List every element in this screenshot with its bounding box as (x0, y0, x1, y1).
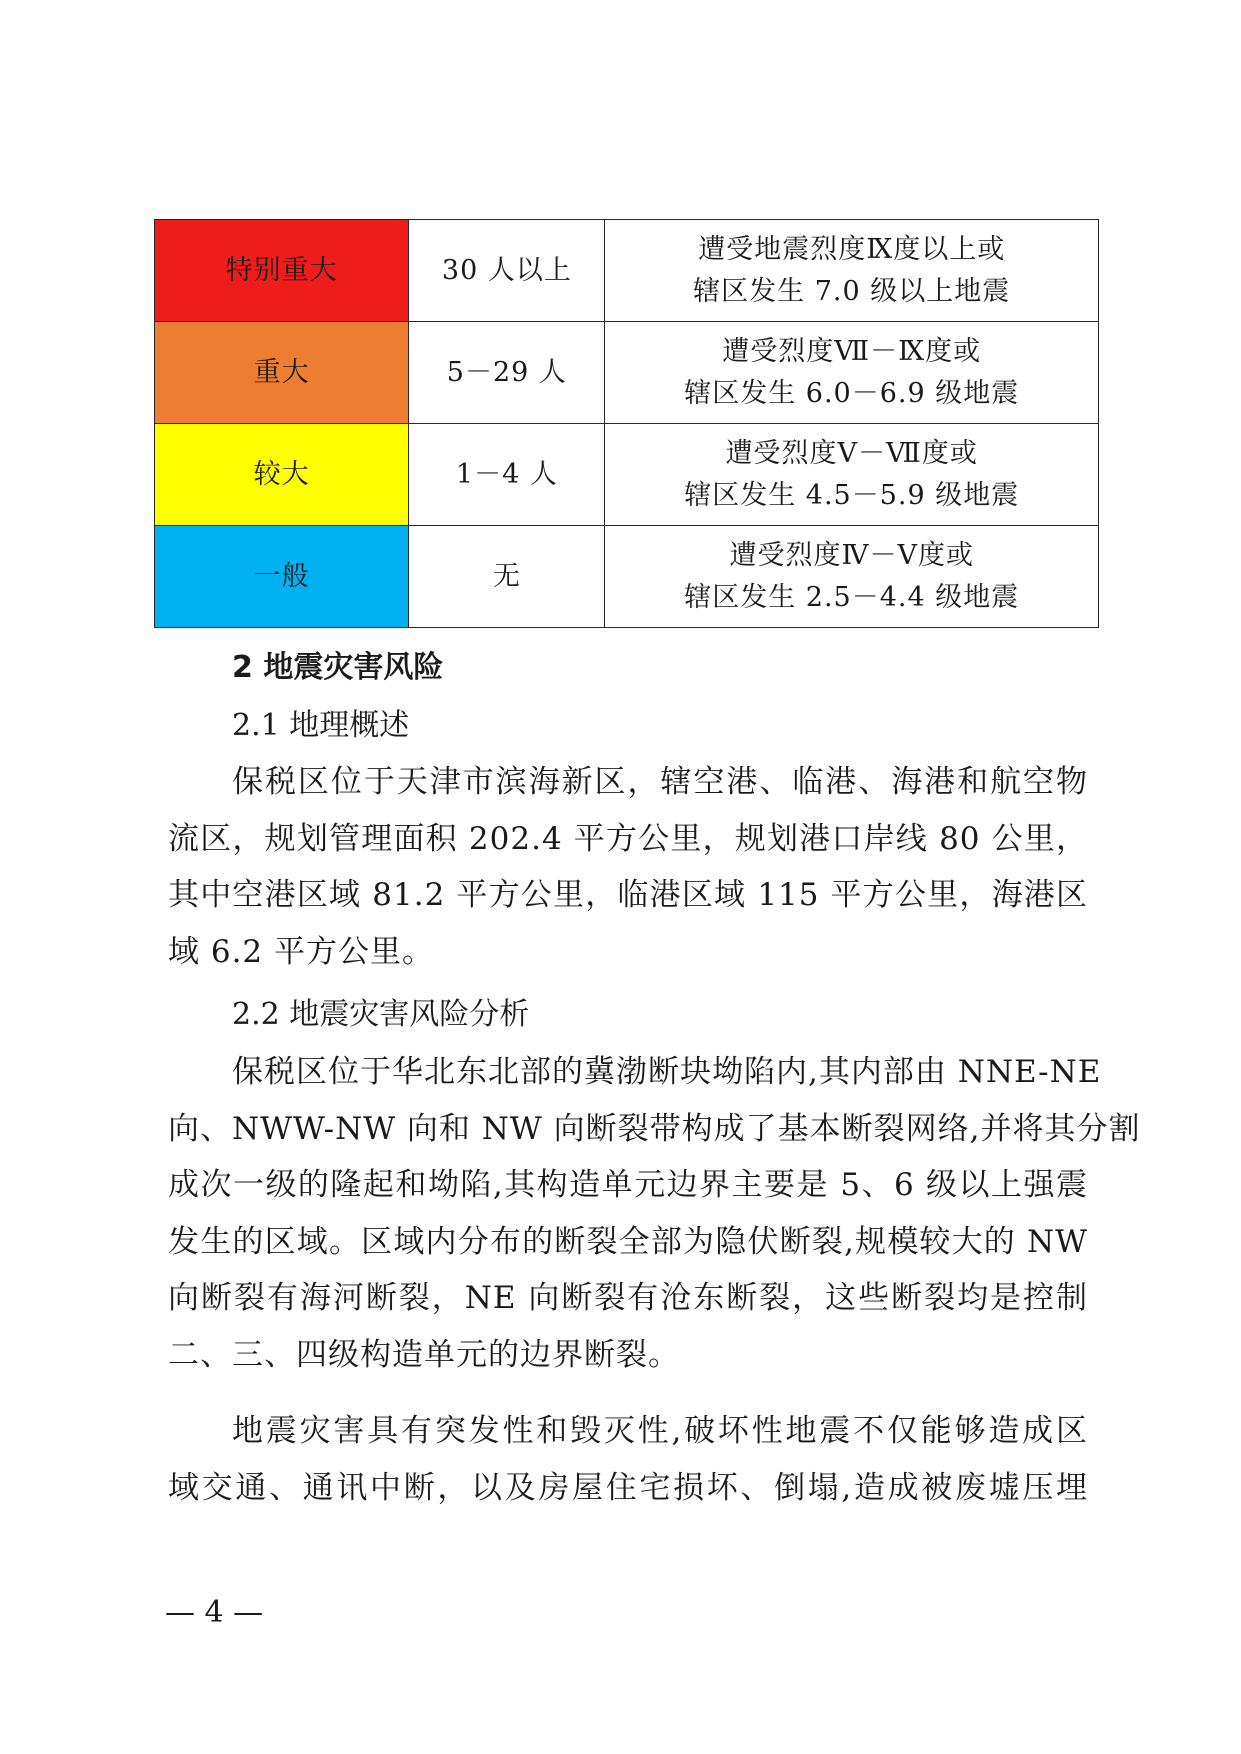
paragraph-disaster-impact (168, 1403, 1088, 1516)
casualties-cell (409, 526, 605, 628)
criteria-cell (605, 220, 1099, 322)
criteria-line: 辖区发生 6.0－6.9 级地震 (684, 377, 1020, 409)
paragraph-line: 保税区位于华北东北部的冀渤断块坳陷内,其内部由 NNE-NE (232, 1054, 1102, 1090)
paragraph-line: 保税区位于天津市滨海新区，辖空港、临港、海港和航空物 (232, 764, 1088, 800)
paragraph-line: 发生的区域。区域内分布的断裂全部为隐伏断裂,规模较大的 NW (168, 1223, 1088, 1260)
criteria-line: 辖区发生 7.0 级以上地震 (693, 275, 1011, 307)
paragraph-line: 其中空港区域 81.2 平方公里，临港区域 115 平方公里，海港区 (168, 877, 1088, 913)
paragraph-geography (168, 754, 1088, 980)
table-row (155, 424, 1099, 526)
level-cell (155, 424, 409, 526)
section-heading: 2 地震灾害风险 (232, 650, 444, 685)
page-number: — 4 — (165, 1595, 264, 1630)
level-label: 较大 (253, 458, 310, 490)
casualties-cell (409, 322, 605, 424)
paragraph-line: 二、三、四级构造单元的边界断裂。 (168, 1336, 680, 1373)
paragraph-line: 地震灾害具有突发性和毁灭性,破坏性地震不仅能够造成区 (232, 1413, 1088, 1449)
criteria-cell (605, 526, 1099, 628)
paragraph-line: 成次一级的隆起和坳陷,其构造单元边界主要是 5、6 级以上强震 (168, 1167, 1088, 1203)
casualties-cell (409, 220, 605, 322)
subsection-heading: 2.2 地震灾害风险分析 (232, 997, 530, 1032)
subsection-heading: 2.1 地理概述 (232, 708, 410, 743)
criteria-line: 遭受烈度Ⅶ－Ⅸ度或 (722, 335, 982, 367)
level-cell (155, 526, 409, 628)
table-row (155, 526, 1099, 628)
paragraph-risk-analysis (168, 1044, 1141, 1383)
casualties-value: 5－29 人 (446, 356, 567, 388)
level-label: 一般 (253, 560, 310, 592)
casualties-value: 30 人以上 (441, 254, 572, 286)
criteria-cell (605, 322, 1099, 424)
criteria-cell (605, 424, 1099, 526)
paragraph-line: 域交通、通讯中断，以及房屋住宅损坏、倒塌,造成被废墟压埋 (168, 1469, 1088, 1506)
table-row (155, 322, 1099, 424)
table-row (155, 220, 1099, 322)
criteria-line: 辖区发生 4.5－5.9 级地震 (684, 479, 1020, 511)
level-cell (155, 322, 409, 424)
level-cell (155, 220, 409, 322)
casualties-value: 1－4 人 (455, 458, 558, 490)
level-label: 特别重大 (225, 254, 338, 286)
paragraph-line: 流区，规划管理面积 202.4 平方公里，规划港口岸线 80 公里， (168, 820, 1088, 857)
criteria-line: 遭受烈度Ⅴ－Ⅶ度或 (725, 437, 978, 469)
earthquake-level-table (154, 219, 1099, 628)
criteria-line: 遭受烈度Ⅳ－Ⅴ度或 (729, 539, 974, 571)
casualties-value: 无 (492, 560, 521, 592)
paragraph-line: 向断裂有海河断裂，NE 向断裂有沧东断裂，这些断裂均是控制 (168, 1280, 1088, 1316)
level-label: 重大 (253, 356, 310, 388)
paragraph-line: 向、NWW-NW 向和 NW 向断裂带构成了基本断裂网络,并将其分割 (168, 1110, 1141, 1147)
criteria-line: 遭受地震烈度Ⅸ度以上或 (698, 233, 1006, 265)
paragraph-line: 域 6.2 平方公里。 (168, 933, 435, 970)
casualties-cell (409, 424, 605, 526)
criteria-line: 辖区发生 2.5－4.4 级地震 (684, 581, 1020, 613)
